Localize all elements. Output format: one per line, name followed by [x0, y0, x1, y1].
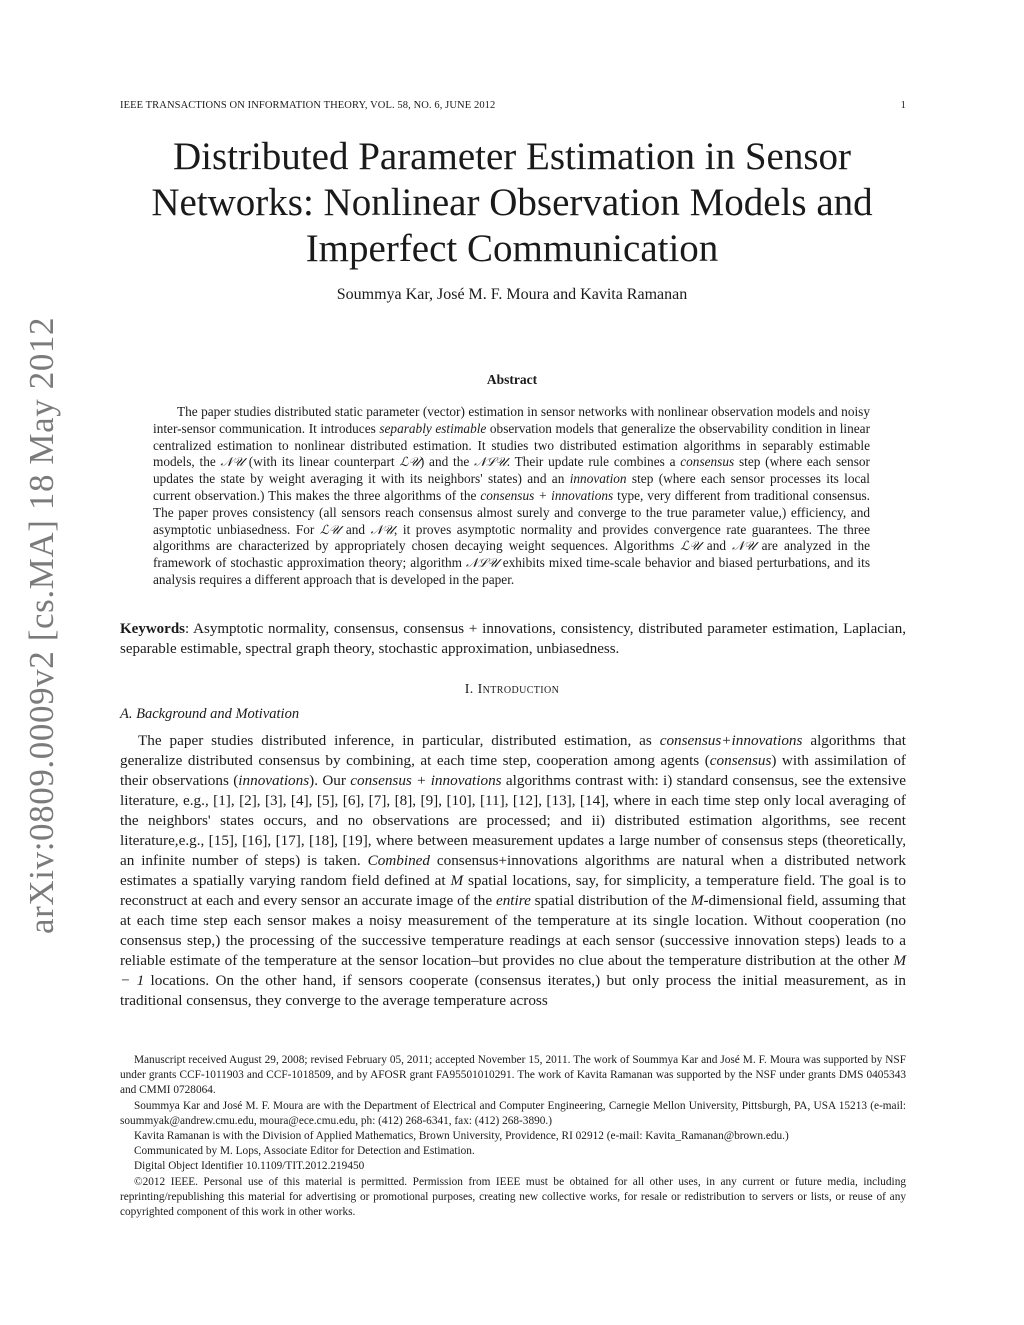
title-line: Imperfect Communication	[305, 227, 719, 270]
abstract-text: The paper studies distributed static parameter (vector) estimation in sensor networks with nonlinear observation models and noisy inter-sensor communication. It introduces separably estimable observation models that generalize the observability condition in linear centralized estimation to nonlinear distributed estimation. It studies two distributed estimation algorithms in separably estimable models, the 𝒩𝒰 (with its linear counterpart ℒ𝒰) and the 𝒩ℒ𝒰. Their update rule combines a consensus step (where each sensor updates the state by weight averaging it with its neighbors' states) and an innovation step (where each sensor processes its local current observation.) This makes the three algorithms of the consensus + innovations type, very different from traditional consensus. The paper proves consistency (all sensors reach consensus almost surely and converge to the true parameter value,) efficiency, and asymptotic unbiasedness. For ℒ𝒰 and 𝒩𝒰, it proves asymptotic normality and provides convergence rate guarantees. The three algorithms are characterized by appropriately chosen decaying weight sequences. Algorithms ℒ𝒰 and 𝒩𝒰 are analyzed in the framework of stochastic approximation theory; algorithm 𝒩ℒ𝒰 exhibits mixed time-scale behavior and biased perturbations, and its analysis requires a different approach that is developed in the paper.	[153, 404, 870, 587]
footnote: Manuscript received August 29, 2008; revised February 05, 2011; accepted November 15, 2011. The work of Soummya Kar and José M. F. Moura was supported by NSF under grants CCF-1011903 and CCF-1018509, and by AFOSR grant FA95501010291. The work of Kavita Ramanan was supported by the NSF under grants DMS 0405343 and CMMI 0728064.	[120, 1054, 906, 1097]
footnote: Digital Object Identifier 10.1109/TIT.2012.219450	[134, 1160, 365, 1173]
arxiv-stamp: arXiv:0809.0009v2 [cs.MA] 18 May 2012	[22, 316, 61, 934]
abstract-heading: Abstract	[486, 372, 538, 387]
copyright-notice: ©2012 IEEE. Personal use of this material is permitted. Permission from IEEE must be obtained for all other uses, in any current or future media, including reprinting/republishing this material for advertising or promotional purposes, creating new collective works, for resale or redistribution to servers or lists, or reuse of any copyrighted component of this work in other works.	[120, 1175, 906, 1219]
footnote: Kavita Ramanan is with the Division of Applied Mathematics, Brown University, Providence, RI 02912 (e-mail: Kavita_Ramanan@brown.edu.)	[134, 1130, 789, 1143]
keywords	[120, 619, 906, 659]
intro-paragraph: The paper studies distributed inference, in particular, distributed estimation, as consensus+innovations algorithms that generalize distributed consensus by combining, at each time step, cooperation among agents (consensus) with assimilation of their observations (innovations). Our consensus + innovations algorithms contrast with: i) standard consensus, see the extensive literature, e.g., [1], [2], [3], [4], [5], [6], [7], [8], [9], [10], [11], [12], [13], [14], where in each time step only local averaging of the neighbors' states occurs, and no observations are processed; and ii) distributed estimation algorithms, see recent literature,e.g., [15], [16], [17], [18], [19], where between measurement updates a large number of consensus steps (theoretically, an infinite number of steps) is taken. Combined consensus+innovations algorithms are natural when a distributed network estimates a spatially varying random field defined at M spatial locations, say, for simplicity, a temperature field. The goal is to reconstruct at each and every sensor an accurate image of the entire spatial distribution of the M-dimensional field, assuming that at each time step each sensor makes a noisy measurement of the temperature at its single location. Without cooperation (no consensus step,) the processing of the successive temperature readings at each sensor (successive innovation steps) leads to a reliable estimate of the temperature at the sensor location–but provides no clue about the temperature distribution at the other M − 1 locations. On the other hand, if sensors cooperate (consensus iterates,) but only process the initial measurement, as in traditional consensus, they converge to the average temperature across	[120, 732, 907, 1009]
title-line: Distributed Parameter Estimation in Sensor	[172, 135, 852, 178]
keywords-text: : Asymptotic normality, consensus, consensus + innovations, consistency, distributed parameter estimation, Laplacian, separable estimable, spectral graph theory, stochastic approximation, unbiasedness.	[120, 621, 906, 657]
authors: Soummya Kar, José M. F. Moura and Kavita Ramanan	[336, 286, 688, 303]
footnote: Soummya Kar and José M. F. Moura are with the Department of Electrical and Computer Engineering, Carnegie Mellon University, Pittsburgh, PA, USA 15213 (e-mail: soummyak@andrew.cmu.edu, moura@ece.cmu.edu, ph: (412) 268-6341, fax: (412) 268-3890.)	[120, 1099, 906, 1127]
subsection-heading: A. Background and Motivation	[120, 706, 300, 722]
page-number: 1	[900, 100, 906, 111]
journal-info: IEEE TRANSACTIONS ON INFORMATION THEORY, VOL. 58, NO. 6, JUNE 2012	[120, 100, 496, 111]
footnote: Communicated by M. Lops, Associate Editor for Detection and Estimation.	[134, 1145, 475, 1158]
running-header	[120, 100, 906, 111]
footnotes	[120, 1053, 906, 1220]
section-heading: I. Introduction	[464, 682, 560, 697]
paper-title	[100, 134, 924, 272]
title-line: Networks: Nonlinear Observation Models and	[151, 181, 873, 224]
keywords-label: Keywords	[120, 621, 185, 637]
